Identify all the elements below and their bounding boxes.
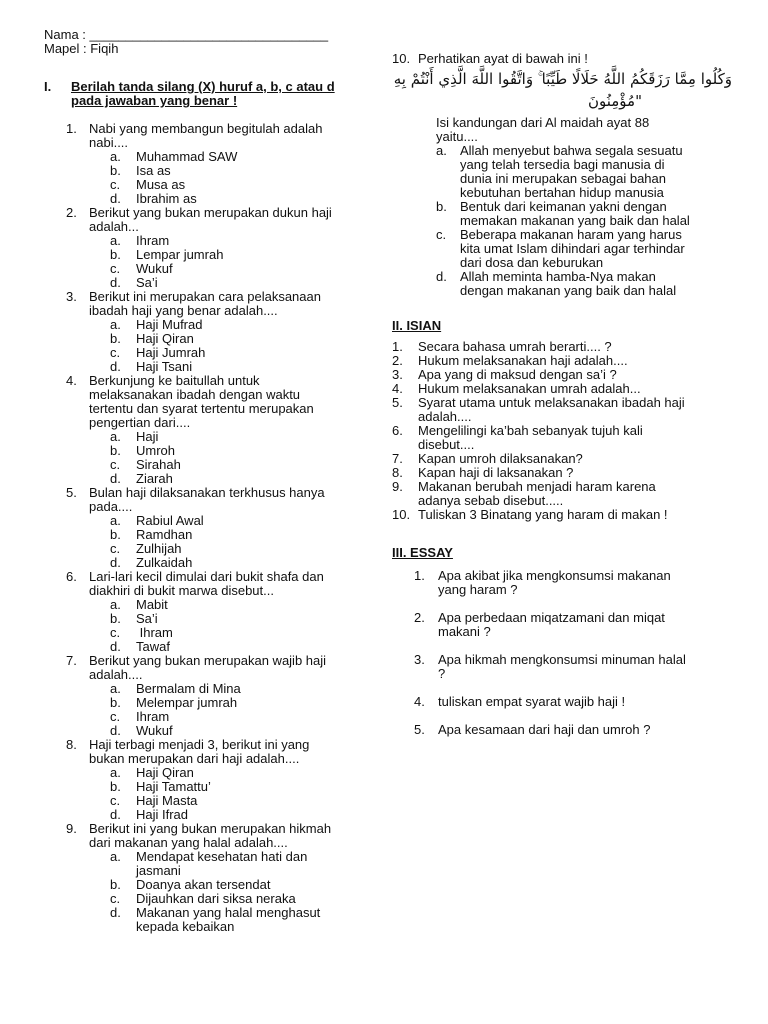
option-letter: c. [110,261,121,276]
option-letter: b. [110,695,121,710]
question-5 [44,486,389,514]
option-text: Haji Qiran [136,331,194,346]
item-text: Makanan berubah menjadi haram karena [418,479,656,494]
option-text: Haji Qiran [136,765,194,780]
option-text: Bermalam di Mina [136,681,241,696]
option-letter: a. [110,317,121,332]
answer-option [44,724,389,738]
question-text-line: adalah.... [89,667,143,682]
question-3 [44,290,389,318]
option-letter: c. [110,793,121,808]
answer-option [44,696,389,710]
question-text-line: Nabi yang membangun begitulah adalah [89,121,323,136]
question-10-stem [392,116,732,144]
option-text: Haji [136,429,159,444]
item-number: 5. [414,722,425,737]
option-letter: d. [110,905,121,920]
question-text-line: nabi.... [89,135,129,150]
answer-option [44,808,389,822]
answer-option [44,150,389,164]
answer-option [44,780,389,794]
fill-in-item [392,340,732,354]
essay-list [392,569,732,737]
answer-option [44,850,389,878]
fill-in-item [392,396,732,424]
option-text: Haji Tamattu’ [136,779,211,794]
question-number: 1. [66,121,77,136]
option-text: Haji Jumrah [136,345,206,360]
question-number: 7. [66,653,77,668]
answer-option [44,458,389,472]
item-text: Tuliskan 3 Binatang yang haram di makan ! [418,507,668,522]
option-text: kepada kebaikan [136,919,235,934]
fill-in-list [392,340,732,522]
answer-option [44,444,389,458]
answer-option [44,710,389,724]
answer-option [44,346,389,360]
question-text-line: Berikut ini merupakan cara pelaksanaan [89,289,321,304]
question-number: 9. [66,821,77,836]
section3-title: III. ESSAY [392,545,453,560]
option-letter: c. [110,891,121,906]
question-text-line: melaksanakan ibadah dengan waktu [89,387,301,402]
item-text: Apa kesamaan dari haji dan umroh ? [438,722,651,737]
option-text: Wukuf [136,723,173,738]
option-letter: a. [110,681,121,696]
option-letter: c. [110,345,121,360]
item-number: 3. [414,652,425,667]
question-9 [44,822,389,850]
option-text: Ihram [136,233,170,248]
item-number: 10. [392,507,411,522]
essay-item [392,611,732,639]
item-text: Apa hikmah mengkonsumsi minuman halal [438,652,686,667]
option-text: yang telah tersedia bagi manusia di [460,157,665,172]
right-column [392,52,732,751]
option-text: dengan makanan yang baik dan halal [460,283,677,298]
question-10-options [392,144,732,298]
option-letter: b. [436,199,447,214]
answer-option [44,360,389,374]
option-text: Ramdhan [136,527,193,542]
option-text: Zulhijah [136,541,182,556]
option-letter: b. [110,443,121,458]
option-text: Ihram [136,709,170,724]
question-10-stem-line: Isi kandungan dari Al maidah ayat 88 [436,115,650,130]
item-number: 9. [392,479,403,494]
question-text-line: bukan merupakan dari haji adalah.... [89,751,300,766]
answer-option [392,228,732,270]
answer-option [44,682,389,696]
question-1 [44,122,389,150]
question-number: 2. [66,205,77,220]
option-text: Sirahah [136,457,181,472]
item-number: 1. [414,568,425,583]
answer-option [392,144,732,200]
question-text-line: Bulan haji dilaksanakan terkhusus hanya [89,485,325,500]
option-letter: c. [110,541,121,556]
option-letter: b. [110,247,121,262]
item-text: Apa akibat jika mengkonsumsi makanan [438,568,671,583]
option-letter: c. [110,177,121,192]
answer-option [392,270,732,298]
answer-option [44,318,389,332]
fill-in-item [392,368,732,382]
fill-in-item [392,508,732,522]
answer-option [44,626,389,640]
option-letter: c. [436,227,447,242]
question-number: 5. [66,485,77,500]
name-field-label: Nama : _________________________________ [44,27,329,42]
option-text: Haji Ifrad [136,807,189,822]
question-2 [44,206,389,234]
option-text: Muhammad SAW [136,149,238,164]
option-letter: a. [110,597,121,612]
answer-option [44,514,389,528]
fill-in-item [392,424,732,452]
option-text: kebutuhan bertahan hidup manusia [460,185,664,200]
option-text: Makanan yang halal menghasut [136,905,321,920]
option-text: Lempar jumrah [136,247,224,262]
answer-option [44,878,389,892]
option-letter: c. [110,625,121,640]
question-text-line: Berkunjung ke baitullah untuk [89,373,260,388]
question-number: 8. [66,737,77,752]
item-text: Mengelilingi ka’bah sebanyak tujuh kali [418,423,643,438]
item-number: 3. [392,367,403,382]
option-letter: c. [110,457,121,472]
option-letter: a. [110,513,121,528]
item-text: Apa perbedaan miqatzamani dan miqat [438,610,665,625]
option-letter: c. [110,709,121,724]
option-text: Ziarah [136,471,173,486]
option-text: Bentuk dari keimanan yakni dengan [460,199,667,214]
option-letter: b. [110,611,121,626]
answer-option [44,892,389,906]
fill-in-item [392,452,732,466]
option-text: Dijauhkan dari siksa neraka [136,891,296,906]
item-number: 1. [392,339,403,354]
option-letter: b. [110,877,121,892]
question-8 [44,738,389,766]
option-letter: d. [110,275,121,290]
item-text: ? [438,666,446,681]
answer-option [392,200,732,228]
item-number: 6. [392,423,403,438]
item-number: 8. [392,465,403,480]
section2-title: II. ISIAN [392,318,442,333]
option-letter: a. [436,143,447,158]
option-text: memakan makanan yang baik dan halal [460,213,690,228]
option-text: kita umat Islam dihindari agar terhindar [460,241,685,256]
item-text: disebut.... [418,437,475,452]
fill-in-item [392,466,732,480]
answer-option [44,276,389,290]
item-text: Apa yang di maksud dengan sa’i ? [418,367,617,382]
item-text: tuliskan empat syarat wajib haji ! [438,694,626,709]
option-letter: a. [110,849,121,864]
option-letter: d. [110,555,121,570]
question-text-line: Haji terbagi menjadi 3, berikut ini yang [89,737,310,752]
arabic-verse-line1: وَكُلُوا مِمَّا رَزَقَكُمُ اللَّهُ حَلَالًا طَيِّبًا ۚ وَاتَّقُوا اللَّهَ الَّذِي أَنْتُمْ بِهِ [393,70,732,88]
question-text-line: Berikut yang bukan merupakan dukun haji [89,205,332,220]
answer-option [44,192,389,206]
item-text: makani ? [438,624,491,639]
answer-option [44,262,389,276]
option-text: Doanya akan tersendat [136,877,271,892]
option-text: Mendapat kesehatan hati dan [136,849,308,864]
option-letter: d. [110,359,121,374]
essay-item [392,569,732,597]
answer-option [44,766,389,780]
item-text: Hukum melaksanakan haji adalah.... [418,353,628,368]
option-letter: d. [110,807,121,822]
question-text-line: adalah... [89,219,139,234]
question-10 [392,52,732,66]
option-text: Haji Mufrad [136,317,203,332]
answer-option [44,794,389,808]
option-text: Melempar jumrah [136,695,238,710]
question-10-intro: Perhatikan ayat di bawah ini ! [418,51,588,66]
option-text: Wukuf [136,261,173,276]
section1-title-line2: pada jawaban yang benar ! [71,93,238,108]
question-4 [44,374,389,430]
item-number: 5. [392,395,403,410]
question-number: 10. [392,51,411,66]
option-text: Sa’i [136,611,158,626]
option-letter: d. [436,269,447,284]
option-text: Allah menyebut bahwa segala sesuatu [460,143,683,158]
question-text-line: tertentu dan syarat tertentu merupakan [89,401,314,416]
question-text-line: Berikut yang bukan merupakan wajib haji [89,653,327,668]
question-10-stem-line: yaitu.... [436,129,478,144]
essay-item [392,723,732,737]
question-text-line: Lari-lari kecil dimulai dari bukit shafa dan [89,569,324,584]
question-6 [44,570,389,598]
answer-option [44,598,389,612]
question-list [44,122,389,934]
fill-in-item [392,480,732,508]
multiple-choice-section [44,80,389,934]
option-letter: d. [110,471,121,486]
item-number: 4. [414,694,425,709]
option-text: Musa as [136,177,186,192]
section1-title-line1: Berilah tanda silang (X) huruf a, b, c atau d [71,79,335,94]
answer-option [44,332,389,346]
answer-option [44,178,389,192]
option-letter: d. [110,723,121,738]
answer-option [44,248,389,262]
option-letter: b. [110,331,121,346]
option-letter: a. [110,233,121,248]
fill-in-item [392,354,732,368]
answer-option [44,640,389,654]
question-text-line: pengertian dari.... [89,415,191,430]
section1-heading [44,80,389,108]
option-text: Isa as [136,163,171,178]
option-letter: a. [110,765,121,780]
answer-option [44,234,389,248]
option-text: dari dosa dan keburukan [460,255,604,270]
question-text-line: dari makanan yang halal adalah.... [89,835,288,850]
item-text: Syarat utama untuk melaksanakan ibadah haji [418,395,685,410]
answer-option [44,472,389,486]
option-letter: a. [110,149,121,164]
item-text: adanya sebab disebut..... [418,493,564,508]
essay-item [392,653,732,681]
option-text: dunia ini merupakan sebagai bahan [460,171,666,186]
option-text: jasmani [136,863,181,878]
option-text: Sa’i [136,275,158,290]
item-text: Secara bahasa umrah berarti.... ? [418,339,612,354]
question-text-line: ibadah haji yang benar adalah.... [89,303,278,318]
option-text: Umroh [136,443,176,458]
option-text: Beberapa makanan haram yang harus [460,227,682,242]
item-text: Hukum melaksanakan umrah adalah... [418,381,641,396]
answer-option [44,528,389,542]
item-text: yang haram ? [438,582,518,597]
question-text-line: pada.... [89,499,133,514]
fill-in-item [392,382,732,396]
subject-label: Mapel : Fiqih [44,41,119,56]
answer-option [44,906,389,934]
item-number: 2. [414,610,425,625]
option-text: Tawaf [136,639,170,654]
item-text: adalah.... [418,409,472,424]
option-text: Zulkaidah [136,555,193,570]
option-text: Haji Tsani [136,359,193,374]
arabic-verse-line2: "مُؤْمِنُونَ [587,92,642,110]
option-text: Mabit [136,597,168,612]
question-number: 6. [66,569,77,584]
answer-option [44,612,389,626]
option-letter: d. [110,191,121,206]
option-text: Ibrahim as [136,191,197,206]
section1-roman: I. [44,79,52,94]
question-number: 3. [66,289,77,304]
item-number: 2. [392,353,403,368]
option-text: Haji Masta [136,793,198,808]
option-letter: a. [110,429,121,444]
option-text: Ihram [136,625,173,640]
question-number: 4. [66,373,77,388]
item-number: 4. [392,381,403,396]
answer-option [44,556,389,570]
essay-item [392,695,732,709]
option-text: Rabiul Awal [136,513,204,528]
answer-option [44,430,389,444]
option-letter: d. [110,639,121,654]
question-7 [44,654,389,682]
item-number: 7. [392,451,403,466]
item-text: Kapan umroh dilaksanakan? [418,451,583,466]
question-text-line: diakhiri di bukit marwa disebut... [89,583,274,598]
item-text: Kapan haji di laksanakan ? [418,465,574,480]
option-letter: b. [110,527,121,542]
option-letter: b. [110,163,121,178]
answer-option [44,542,389,556]
question-text-line: Berikut ini yang bukan merupakan hikmah [89,821,332,836]
answer-option [44,164,389,178]
option-text: Allah meminta hamba-Nya makan [460,269,656,284]
option-letter: b. [110,779,121,794]
